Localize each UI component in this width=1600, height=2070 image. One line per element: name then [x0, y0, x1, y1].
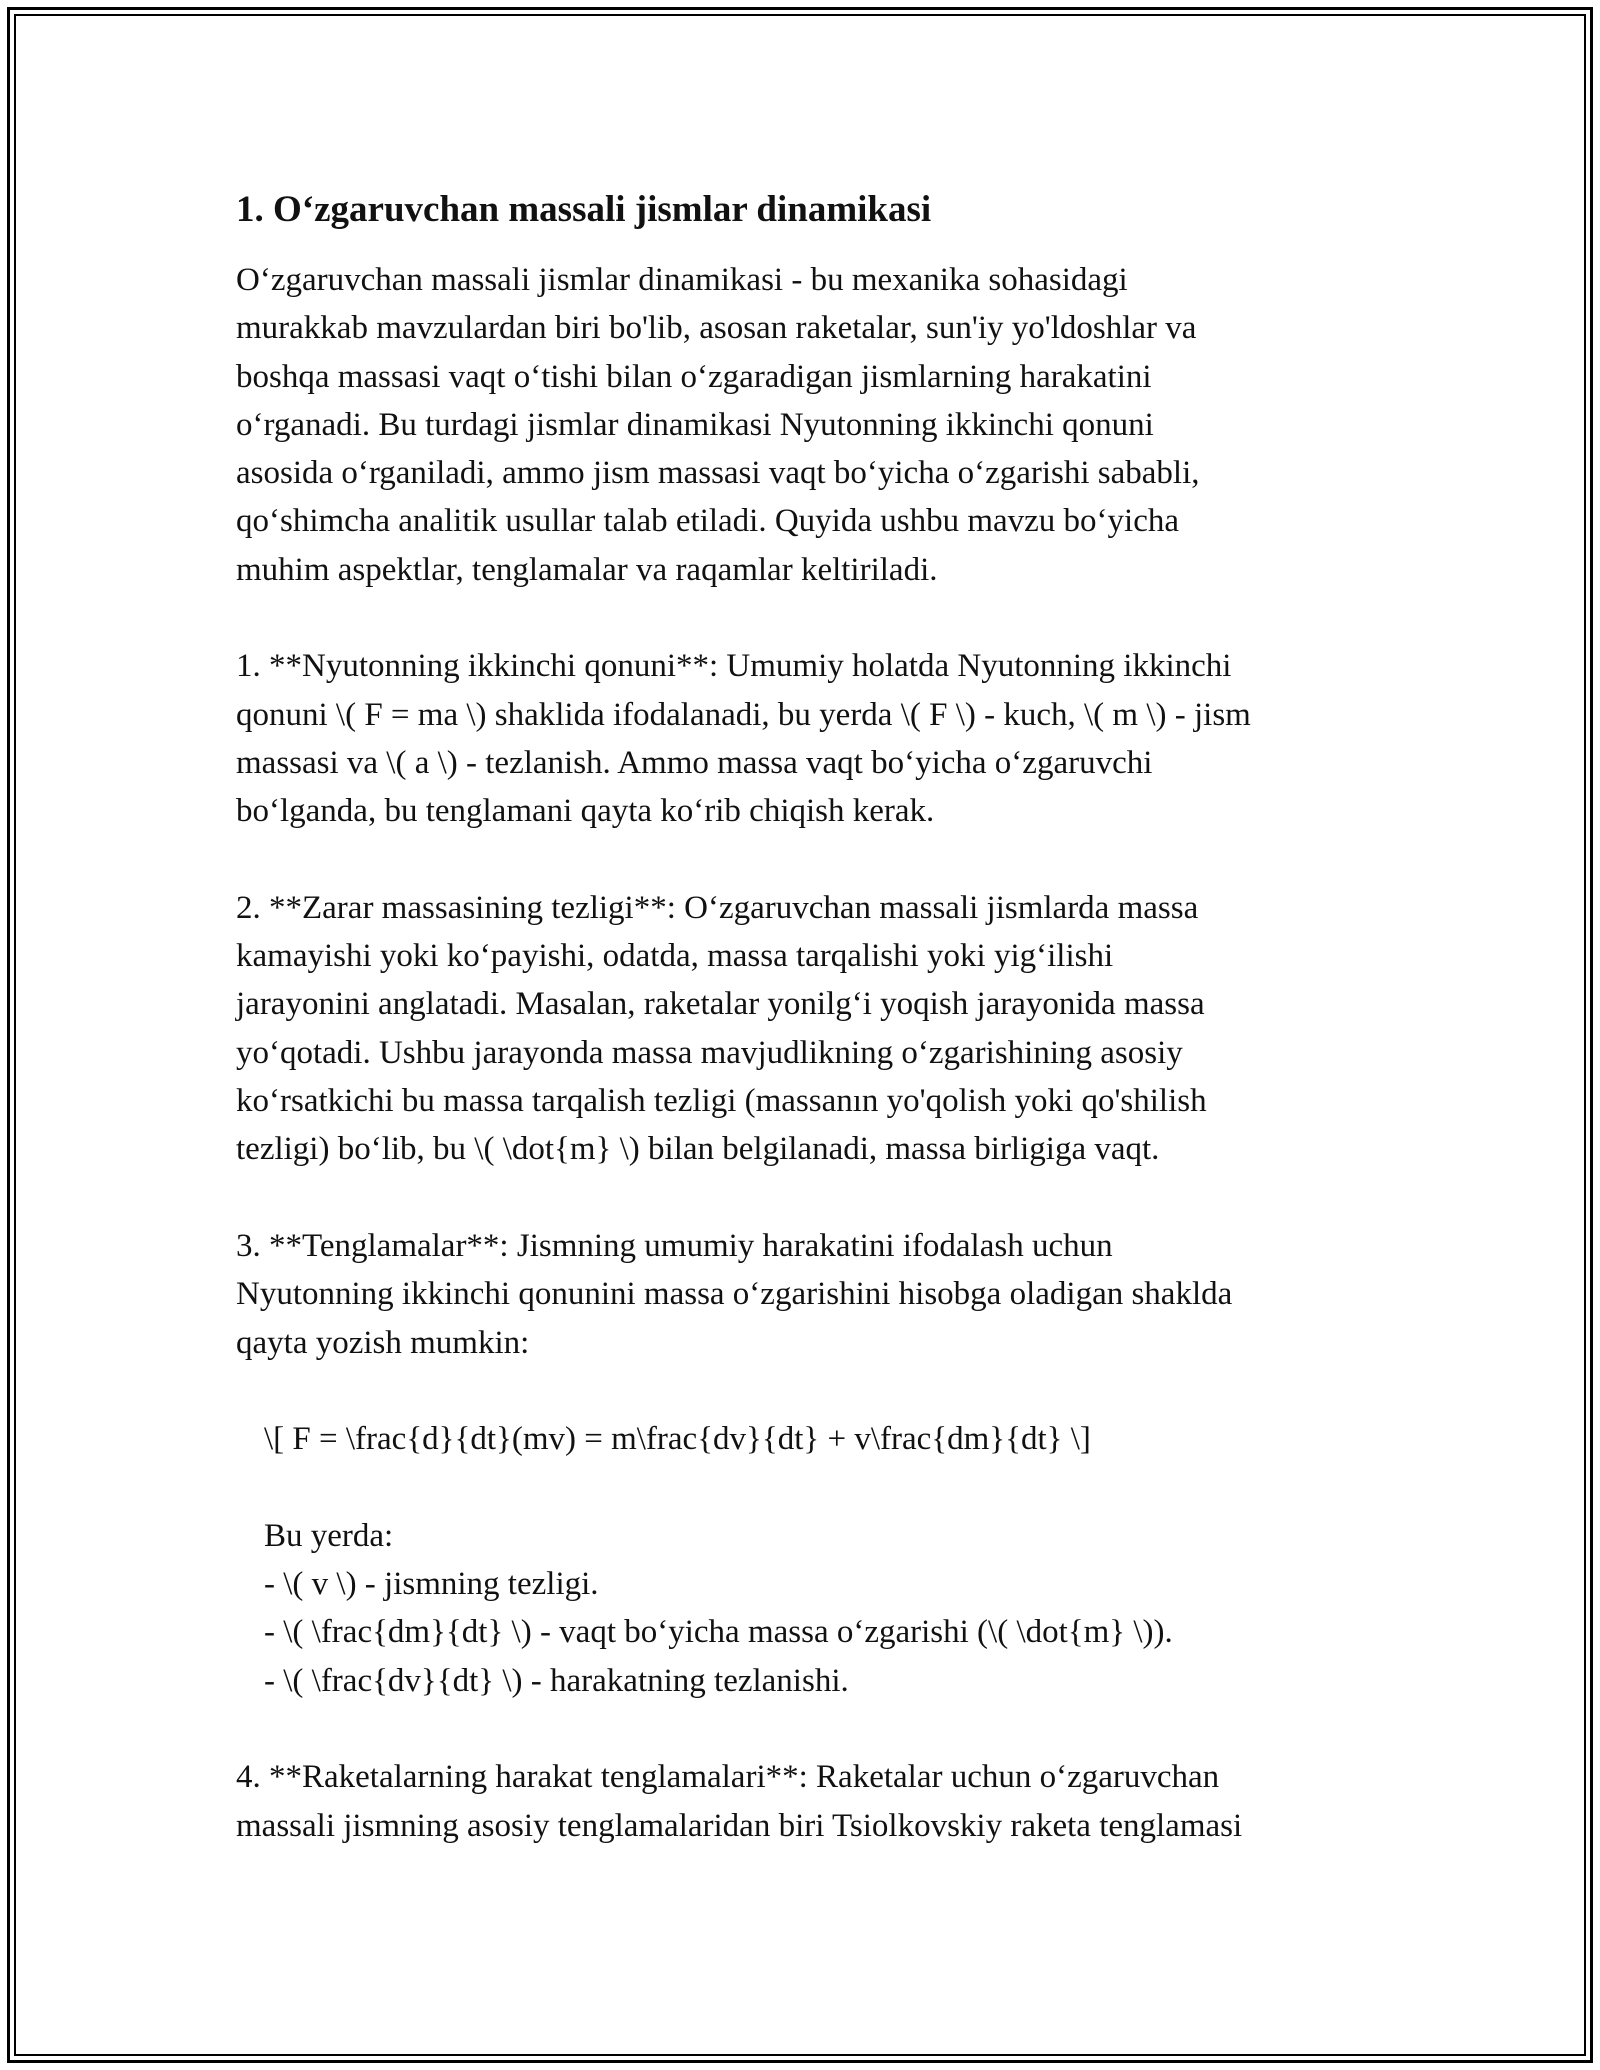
list-item: - \( \frac{dm}{dt} \) - vaqt bo‘yicha massa o‘zgarishi (\( \dot{m} \)).	[264, 1614, 1173, 1651]
text-line: bo‘lganda, bu tenglamani qayta ko‘rib chiqish kerak.	[236, 793, 935, 830]
paragraph-gap	[236, 1174, 1376, 1222]
text-line: massali jismning asosiy tenglamalaridan biri Tsiolkovskiy raketa tenglamasi	[236, 1807, 1243, 1844]
text-line: qayta yozish mumkin:	[236, 1324, 530, 1361]
list-item: - \( \frac{dv}{dt} \) - harakatning tezlanishi.	[264, 1662, 849, 1699]
document-body	[236, 186, 1376, 1850]
paragraph-gap	[236, 836, 1376, 884]
text-line: massasi va \( a \) - tezlanish. Ammo massa vaqt bo‘yicha o‘zgaruvchi	[236, 744, 1153, 781]
text-line: qonuni \( F = ma \) shaklida ifodalanadi, bu yerda \( F \) - kuch, \( m \) - jism	[236, 696, 1251, 733]
document-title: 1. O‘zgaruvchan massali jismlar dinamikasi	[236, 189, 932, 230]
text-line: qo‘shimcha analitik usullar talab etiladi. Quyida ushbu mavzu bo‘yicha	[236, 503, 1179, 540]
equation-line: \[ F = \frac{d}{dt}(mv) = m\frac{dv}{dt} + v\frac{dm}{dt} \]	[264, 1421, 1091, 1458]
text-line: 4. **Raketalarning harakat tenglamalari**: Raketalar uchun o‘zgaruvchan	[236, 1759, 1220, 1796]
paragraph-gap	[236, 1463, 1376, 1511]
point-2-paragraph	[236, 884, 1376, 1174]
point-1-paragraph	[236, 642, 1376, 835]
text-line: Nyutonning ikkinchi qonunini massa o‘zgarishini hisobga oladigan shaklda	[236, 1276, 1233, 1313]
text-line: boshqa massasi vaqt o‘tishi bilan o‘zgaradigan jismlarning harakatini	[236, 358, 1152, 395]
text-line: jarayonini anglatadi. Masalan, raketalar yonilg‘i yoqish jarayonida massa	[236, 986, 1205, 1023]
where-block	[236, 1512, 1376, 1705]
text-line: 3. **Tenglamalar**: Jismning umumiy harakatini ifodalash uchun	[236, 1227, 1113, 1264]
text-line: kamayishi yoki ko‘payishi, odatda, massa tarqalishi yoki yig‘ilishi	[236, 938, 1114, 975]
paragraph-gap	[236, 1705, 1376, 1753]
intro-paragraph	[236, 256, 1376, 594]
equation-block	[236, 1415, 1376, 1463]
text-line: o‘rganadi. Bu turdagi jismlar dinamikasi Nyutonning ikkinchi qonuni	[236, 406, 1154, 443]
point-4-paragraph	[236, 1753, 1376, 1850]
text-line: 2. **Zarar massasining tezligi**: O‘zgaruvchan massali jismlarda massa	[236, 889, 1199, 926]
text-line: 1. **Nyutonning ikkinchi qonuni**: Umumiy holatda Nyutonning ikkinchi	[236, 648, 1232, 685]
text-line: Bu yerda:	[264, 1517, 394, 1554]
text-line: asosida o‘rganiladi, ammo jism massasi vaqt bo‘yicha o‘zgarishi sababli,	[236, 455, 1200, 492]
paragraph-gap	[236, 1367, 1376, 1415]
point-3-paragraph	[236, 1222, 1376, 1367]
paragraph-gap	[236, 594, 1376, 642]
text-line: murakkab mavzulardan biri bo'lib, asosan raketalar, sun'iy yo'ldoshlar va	[236, 310, 1197, 347]
text-line: yo‘qotadi. Ushbu jarayonda massa mavjudlikning o‘zgarishining asosiy	[236, 1034, 1183, 1071]
text-line: muhim aspektlar, tenglamalar va raqamlar keltiriladi.	[236, 551, 938, 588]
list-item: - \( v \) - jismning tezligi.	[264, 1566, 599, 1603]
text-line: O‘zgaruvchan massali jismlar dinamikasi - bu mexanika sohasidagi	[236, 262, 1128, 298]
text-line: ko‘rsatkichi bu massa tarqalish tezligi (massanın yo'qolish yoki qo'shilish	[236, 1083, 1207, 1120]
text-line: tezligi) bo‘lib, bu \( \dot{m} \) bilan belgilanadi, massa birligiga vaqt.	[236, 1131, 1160, 1168]
